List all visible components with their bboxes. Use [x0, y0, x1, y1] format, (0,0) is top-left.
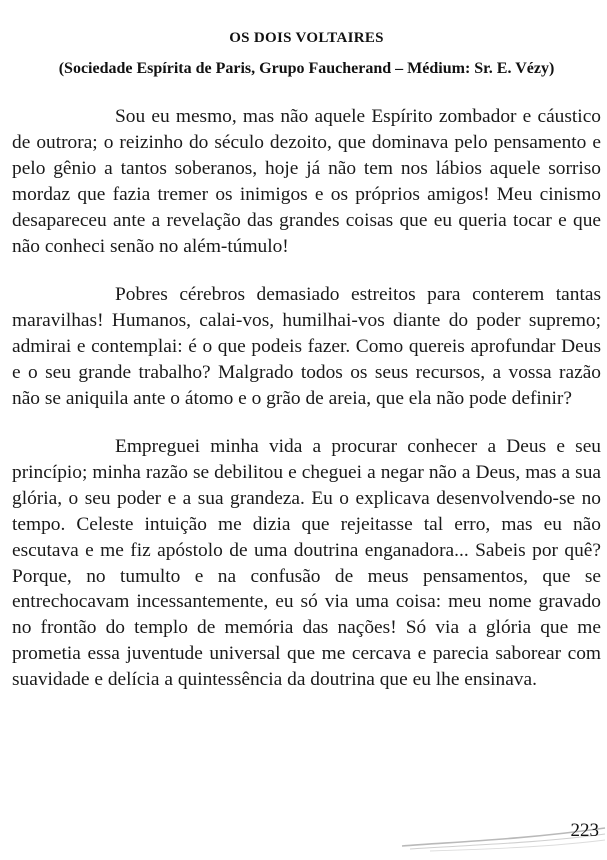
page-number: 223	[570, 820, 599, 841]
paragraph-1: Sou eu mesmo, mas não aquele Espírito zombador e cáustico de outrora; o reizinho do século dezoito, que dominava pelo pensamento e pelo gênio a tantos soberanos, hoje já não tem nos lábios aquele sorriso mordaz que fazia tremer os inimigos e os próprios amigos! Meu cinismo desapareceu ante a revelação das grandes coisas que eu queria tocar e que não conheci senão no além-túmulo!	[12, 106, 601, 257]
chapter-subtitle: (Sociedade Espírita de Paris, Grupo Faucherand – Médium: Sr. E. Vézy)	[58, 60, 555, 77]
chapter-title: OS DOIS VOLTAIRES	[229, 30, 384, 46]
body-text	[12, 104, 601, 693]
book-page	[12, 0, 601, 860]
paragraph-2: Pobres cérebros demasiado estreitos para conterem tantas maravilhas! Humanos, calai-vos, humilhai-vos diante do poder supremo; admirai e contemplai: é o que podeis fazer. Como quereis aprofundar Deus e o seu grande trabalho? Malgrado todos os seus recursos, a vossa razão não se aniquila ante o átomo e o grão de areia, que ela não pode definir?	[12, 283, 601, 409]
paragraph-3: Empreguei minha vida a procurar conhecer a Deus e seu princípio; minha razão se debilitou e cheguei a negar não a Deus, mas a sua glória, o seu poder e a sua grandeza. Eu o explicava desenvolvendo-se no tempo. Celeste intuição me dizia que rejeitasse tal erro, mas eu não escutava e me fiz apóstolo de uma doutrina enganadora... Sabeis por quê? Porque, no tumulto e na confusão de meus pensamentos, que se entrechocavam incessantemente, eu só via uma coisa: meu nome gravado no frontão do templo de memória das nações! Só via a glória que me prometia essa juventude universal que me cercava e parecia saborear com suavidade e delícia a quintessência da doutrina que eu lhe ensinava.	[12, 435, 601, 691]
